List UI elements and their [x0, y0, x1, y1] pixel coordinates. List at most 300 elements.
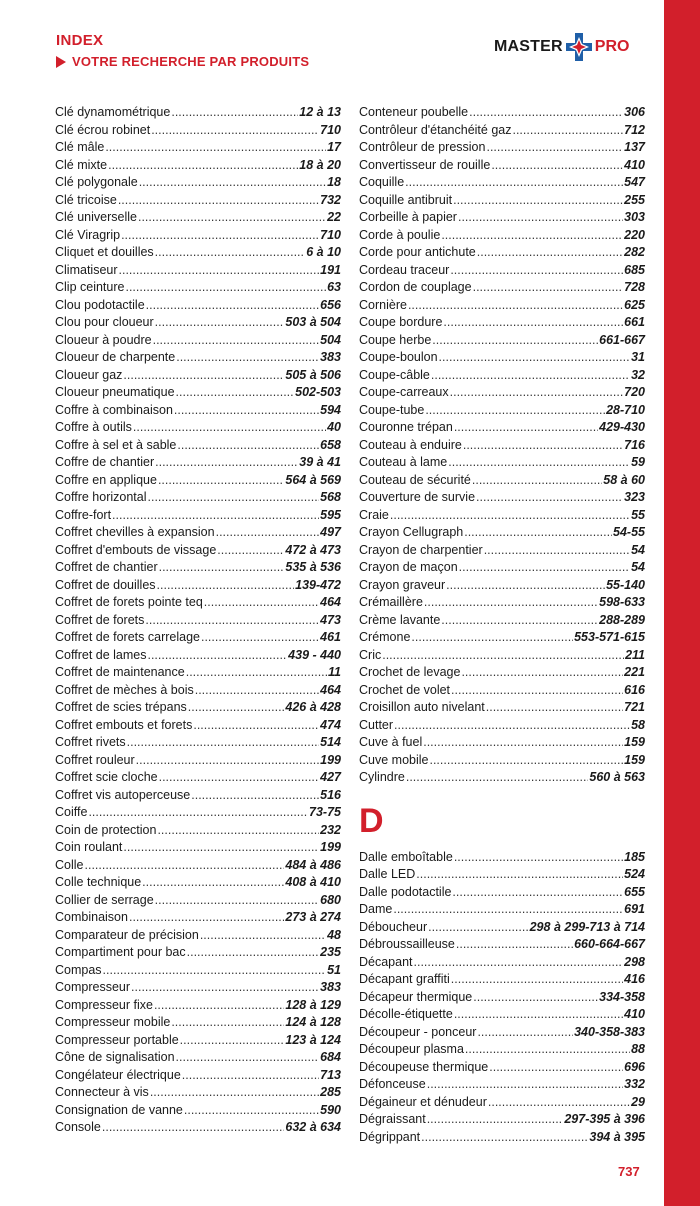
- dot-leader: [150, 1084, 319, 1102]
- index-entry: [55, 857, 341, 875]
- entry-name: Cornière: [359, 297, 407, 312]
- entry-name: Crayon Cellugraph: [359, 525, 464, 539]
- dot-leader: [154, 997, 284, 1015]
- index-entry: [359, 919, 645, 937]
- dot-leader: [146, 297, 319, 315]
- entry-name: Cordeau traceur: [359, 262, 450, 277]
- entry-page: 427: [320, 770, 341, 784]
- entry-name: Console: [55, 1120, 101, 1134]
- dot-leader: [85, 857, 285, 875]
- entry-page: 553-571-615: [574, 630, 645, 644]
- index-entry: [359, 1094, 645, 1112]
- index-entry: [55, 682, 341, 700]
- entry-page: 40: [327, 420, 341, 434]
- entry-page: 732: [320, 192, 341, 207]
- index-entry: [55, 594, 341, 612]
- entry-page: 661-667: [599, 332, 645, 347]
- entry-page: 340-358-383: [574, 1024, 645, 1039]
- index-entry: [55, 174, 341, 192]
- entry-name: Décolle-étiquette: [359, 1007, 453, 1021]
- index-entry: [55, 717, 341, 735]
- index-entry: [55, 647, 341, 665]
- index-entry: [359, 227, 645, 245]
- masterpro-logo: [494, 33, 629, 61]
- entry-page: 6 à 10: [306, 245, 341, 259]
- entry-page: 55-140: [606, 577, 645, 592]
- dot-leader: [159, 769, 320, 787]
- index-entry: [359, 209, 645, 227]
- index-entry: [359, 279, 645, 297]
- entry-page: 18: [327, 175, 341, 189]
- dot-leader: [411, 629, 573, 647]
- entry-name: Couteau à lame: [359, 455, 448, 469]
- dot-leader: [405, 174, 623, 192]
- index-entry: [359, 884, 645, 902]
- entry-name: Cloueur de charpente: [55, 350, 176, 364]
- dot-leader: [216, 524, 320, 542]
- index-entry: [359, 1024, 645, 1042]
- entry-name: Coffre à outils: [55, 420, 132, 434]
- dot-leader: [125, 279, 326, 297]
- index-entry: [55, 822, 341, 840]
- entry-name: Découpeur - ponceur: [359, 1024, 477, 1039]
- dot-leader: [131, 979, 319, 997]
- dot-leader: [458, 209, 623, 227]
- index-entry: [55, 332, 341, 350]
- dot-leader: [136, 752, 319, 770]
- entry-page: 516: [320, 787, 341, 802]
- index-entry: [55, 664, 341, 682]
- dot-leader: [456, 936, 573, 954]
- entry-name: Corbeille à papier: [359, 210, 457, 224]
- dot-leader: [469, 104, 623, 122]
- entry-page: 123 à 124: [285, 1032, 341, 1047]
- entry-page: 502-503: [295, 385, 341, 399]
- index-entry: [55, 314, 341, 332]
- entry-page: 472 à 473: [285, 542, 341, 557]
- logo-text-master: MASTER: [494, 38, 563, 55]
- entry-page: 383: [320, 980, 341, 994]
- dot-leader: [191, 787, 319, 805]
- entry-page: 505 à 506: [285, 367, 341, 382]
- entry-page: 29: [631, 1094, 645, 1109]
- index-entry: [55, 139, 341, 157]
- index-entry: [55, 769, 341, 787]
- dot-leader: [176, 349, 319, 367]
- entry-name: Colle technique: [55, 875, 142, 889]
- dot-leader: [443, 314, 623, 332]
- entry-page: 560 à 563: [589, 770, 645, 784]
- dot-leader: [105, 139, 326, 157]
- entry-name: Cuve à fuel: [359, 735, 423, 749]
- dot-leader: [148, 489, 320, 507]
- dot-leader: [406, 769, 589, 787]
- entry-name: Coffret rivets: [55, 735, 126, 749]
- index-entry: [55, 787, 341, 805]
- entry-name: Coffre horizontal: [55, 490, 147, 504]
- index-entry: [55, 1119, 341, 1137]
- dot-leader: [200, 927, 326, 945]
- dot-leader: [88, 804, 308, 822]
- index-entry: [55, 384, 341, 402]
- dot-leader: [108, 157, 298, 175]
- dot-leader: [182, 1067, 319, 1085]
- dot-leader: [472, 472, 602, 490]
- entry-page: 524: [624, 867, 645, 881]
- entry-name: Dégrippant: [359, 1129, 421, 1144]
- dot-leader: [174, 402, 319, 420]
- dot-leader: [187, 944, 320, 962]
- index-entry: [359, 849, 645, 867]
- entry-name: Dalle emboîtable: [359, 849, 453, 864]
- dot-leader: [488, 1094, 630, 1112]
- index-list-d: [359, 849, 645, 1147]
- dot-leader: [450, 384, 624, 402]
- dot-leader: [193, 717, 319, 735]
- index-entry: [55, 419, 341, 437]
- entry-page: 139-472: [295, 577, 341, 592]
- entry-page: 383: [320, 350, 341, 364]
- entry-page: 332: [624, 1077, 645, 1091]
- dot-leader: [473, 989, 598, 1007]
- dot-leader: [393, 901, 623, 919]
- entry-name: Coquille antibruit: [359, 192, 453, 207]
- dot-leader: [464, 524, 612, 542]
- entry-name: Coin de protection: [55, 822, 157, 837]
- dot-leader: [145, 612, 319, 630]
- index-entry: [359, 489, 645, 507]
- entry-page: 39 à 41: [299, 455, 341, 469]
- entry-name: Crochet de volet: [359, 682, 451, 697]
- entry-name: Coquille: [359, 175, 405, 189]
- entry-page: 691: [624, 902, 645, 916]
- index-entry: [55, 577, 341, 595]
- dot-leader: [414, 954, 624, 972]
- entry-name: Crémaillère: [359, 595, 423, 609]
- entry-page: 124 à 128: [285, 1015, 341, 1029]
- index-entry: [359, 507, 645, 525]
- index-entry: [55, 1067, 341, 1085]
- play-arrow-icon: [56, 56, 66, 68]
- dot-leader: [439, 349, 631, 367]
- dot-leader: [465, 1041, 630, 1059]
- index-entry: [55, 157, 341, 175]
- index-entry: [55, 489, 341, 507]
- entry-name: Clé tricoise: [55, 192, 117, 207]
- entry-page: 298 à 299-713 à 714: [529, 919, 645, 934]
- dot-leader: [477, 244, 623, 262]
- entry-name: Découpeuse thermique: [359, 1059, 489, 1074]
- entry-name: Compresseur portable: [55, 1032, 179, 1047]
- entry-page: 716: [624, 437, 645, 452]
- entry-page: 334-358: [599, 989, 645, 1004]
- dot-leader: [119, 262, 320, 280]
- index-entry: [359, 699, 645, 717]
- index-entry: [359, 139, 645, 157]
- index-entry: [359, 1006, 645, 1024]
- entry-page: 211: [625, 647, 645, 662]
- dot-leader: [454, 849, 623, 867]
- index-entry: [359, 559, 645, 577]
- entry-page: 660-664-667: [574, 937, 645, 951]
- index-entry: [55, 262, 341, 280]
- dot-leader: [121, 227, 319, 245]
- index-entry: [359, 989, 645, 1007]
- index-entry: [359, 262, 645, 280]
- entry-name: Couronne trépan: [359, 420, 453, 434]
- index-entry: [55, 979, 341, 997]
- entry-name: Couteau de sécurité: [359, 472, 471, 487]
- entry-page: 232: [320, 822, 341, 837]
- dot-leader: [486, 699, 623, 717]
- entry-name: Cuve mobile: [359, 752, 429, 767]
- entry-name: Décapant graffiti: [359, 972, 450, 986]
- entry-page: 410: [624, 157, 645, 172]
- entry-name: Coupe herbe: [359, 332, 432, 347]
- entry-page: 661: [624, 315, 645, 329]
- dot-leader: [112, 507, 319, 525]
- dot-leader: [454, 419, 598, 437]
- page-number: 737: [618, 1164, 640, 1179]
- dot-leader: [421, 1129, 588, 1147]
- entry-page: 658: [320, 437, 341, 452]
- index-entry: [359, 971, 645, 989]
- entry-page: 22: [327, 210, 341, 224]
- index-entry: [55, 349, 341, 367]
- entry-page: 51: [327, 962, 341, 977]
- section-letter-d: D: [359, 801, 384, 840]
- entry-page: 59: [631, 455, 645, 469]
- entry-name: Défonceuse: [359, 1077, 426, 1091]
- entry-name: Coffre de chantier: [55, 455, 155, 469]
- entry-name: Dame: [359, 902, 393, 916]
- dot-leader: [186, 664, 327, 682]
- dot-leader: [429, 752, 623, 770]
- dot-leader: [195, 682, 319, 700]
- page-header: [56, 32, 309, 69]
- entry-page: 590: [320, 1102, 341, 1117]
- entry-page: 710: [320, 122, 341, 137]
- entry-name: Coffret de mèches à bois: [55, 682, 194, 697]
- entry-name: Coffret de forets: [55, 612, 145, 627]
- index-entry: [55, 1102, 341, 1120]
- index-entry: [359, 1041, 645, 1059]
- entry-page: 598-633: [599, 595, 645, 609]
- entry-name: Coffre en applique: [55, 472, 157, 487]
- index-entry: [55, 192, 341, 210]
- subtitle-row: [56, 54, 309, 69]
- dot-leader: [473, 279, 624, 297]
- entry-name: Coin roulant: [55, 840, 123, 854]
- dot-leader: [408, 297, 623, 315]
- index-entry: [55, 909, 341, 927]
- entry-name: Déboucheur: [359, 919, 428, 934]
- entry-page: 696: [624, 1059, 645, 1074]
- entry-name: Clé écrou robinet: [55, 122, 151, 137]
- index-entry: [55, 472, 341, 490]
- dot-leader: [133, 419, 326, 437]
- entry-name: Clé mixte: [55, 157, 108, 172]
- entry-name: Coffret d'embouts de vissage: [55, 542, 217, 557]
- dot-leader: [489, 1059, 623, 1077]
- entry-page: 464: [320, 682, 341, 697]
- entry-name: Coupe-carreaux: [359, 385, 449, 399]
- entry-name: Coffret chevilles à expansion: [55, 525, 215, 539]
- entry-name: Coffret de lames: [55, 647, 147, 662]
- entry-name: Cutter: [359, 717, 394, 732]
- entry-page: 191: [320, 262, 341, 277]
- entry-page: 28-710: [606, 402, 645, 417]
- index-entry: [55, 542, 341, 560]
- dot-leader: [123, 839, 319, 857]
- entry-name: Coffre à sel et à sable: [55, 437, 177, 452]
- entry-page: 616: [624, 682, 645, 697]
- index-entry: [359, 297, 645, 315]
- index-entry: [55, 612, 341, 630]
- entry-page: 484 à 486: [285, 857, 341, 872]
- entry-page: 54: [631, 542, 645, 557]
- index-entry: [359, 524, 645, 542]
- entry-page: 306: [624, 105, 645, 119]
- dot-leader: [424, 594, 598, 612]
- dot-leader: [204, 594, 319, 612]
- dot-leader: [441, 612, 598, 630]
- entry-name: Cylindre: [359, 770, 405, 784]
- entry-name: Conteneur poubelle: [359, 105, 469, 119]
- entry-page: 473: [320, 612, 341, 627]
- entry-name: Cloueur gaz: [55, 367, 123, 382]
- dot-leader: [454, 1006, 623, 1024]
- dot-leader: [157, 577, 295, 595]
- index-entry: [55, 997, 341, 1015]
- entry-name: Crème lavante: [359, 612, 441, 627]
- entry-page: 235: [320, 945, 341, 959]
- index-entry: [359, 454, 645, 472]
- dot-leader: [155, 454, 298, 472]
- dot-leader: [176, 384, 295, 402]
- entry-page: 564 à 569: [285, 472, 341, 487]
- logo-text-pro: PRO: [594, 38, 630, 55]
- dot-leader: [155, 314, 285, 332]
- entry-name: Découpeur plasma: [359, 1042, 464, 1056]
- dot-leader: [461, 664, 623, 682]
- entry-page: 220: [624, 227, 645, 242]
- entry-name: Collier de serrage: [55, 892, 154, 907]
- entry-page: 474: [320, 717, 341, 732]
- entry-name: Crayon de charpentier: [359, 542, 483, 557]
- index-entry: [359, 314, 645, 332]
- entry-page: 32: [631, 367, 645, 382]
- entry-page: 408 à 410: [285, 875, 341, 889]
- index-entry: [359, 384, 645, 402]
- dot-leader: [217, 542, 284, 560]
- entry-page: 710: [320, 227, 341, 242]
- entry-name: Coffret de chantier: [55, 560, 158, 574]
- entry-page: 159: [624, 735, 645, 749]
- dot-leader: [390, 507, 630, 525]
- entry-name: Clé dynamométrique: [55, 105, 171, 119]
- index-entry: [55, 839, 341, 857]
- dot-leader: [427, 1076, 623, 1094]
- entry-name: Couteau à enduire: [359, 437, 462, 452]
- index-entry: [359, 629, 645, 647]
- index-entry: [55, 629, 341, 647]
- entry-page: 416: [624, 972, 645, 986]
- dot-leader: [102, 1119, 285, 1137]
- index-entry: [359, 769, 645, 787]
- dot-leader: [142, 874, 284, 892]
- index-entry: [55, 699, 341, 717]
- dot-leader: [123, 367, 284, 385]
- index-entry: [359, 594, 645, 612]
- entry-page: 680: [320, 892, 341, 907]
- entry-name: Coffre à combinaison: [55, 402, 173, 417]
- dot-leader: [171, 104, 298, 122]
- entry-page: 497: [320, 525, 341, 539]
- dot-leader: [416, 866, 623, 884]
- entry-name: Clé Viragrip: [55, 227, 121, 242]
- entry-page: 128 à 129: [285, 997, 341, 1012]
- entry-name: Consignation de vanne: [55, 1102, 183, 1117]
- index-entry: [55, 752, 341, 770]
- dot-leader: [451, 971, 623, 989]
- entry-page: 285: [320, 1085, 341, 1099]
- dot-leader: [127, 734, 320, 752]
- index-entry: [359, 157, 645, 175]
- index-entry: [359, 349, 645, 367]
- entry-name: Coffret de scies trépans: [55, 700, 187, 714]
- entry-page: 54-55: [613, 525, 645, 539]
- entry-page: 721: [624, 700, 645, 714]
- entry-page: 720: [624, 385, 645, 399]
- index-entry: [359, 936, 645, 954]
- dot-leader: [382, 647, 624, 665]
- entry-page: 185: [624, 849, 645, 864]
- dot-leader: [423, 734, 623, 752]
- index-column-right: [359, 104, 645, 1146]
- entry-page: 54: [631, 560, 645, 574]
- index-entry: [359, 104, 645, 122]
- entry-name: Contrôleur de pression: [359, 140, 486, 154]
- index-entry: [359, 866, 645, 884]
- entry-page: 712: [624, 122, 645, 137]
- entry-name: Combinaison: [55, 910, 128, 924]
- entry-page: 303: [624, 210, 645, 224]
- entry-page: 461: [320, 630, 341, 644]
- dot-leader: [171, 1014, 284, 1032]
- entry-name: Dalle LED: [359, 867, 416, 881]
- entry-name: Craie: [359, 507, 389, 522]
- entry-page: 514: [320, 735, 341, 749]
- entry-page: 73-75: [309, 805, 341, 819]
- index-entry: [55, 437, 341, 455]
- dot-leader: [476, 489, 623, 507]
- entry-name: Compartiment pour bac: [55, 945, 186, 959]
- index-entry: [359, 647, 645, 665]
- dot-leader: [428, 919, 529, 937]
- index-entry: [359, 332, 645, 350]
- dot-leader: [425, 402, 605, 420]
- entry-name: Dalle podotactile: [359, 884, 452, 899]
- entry-name: Colle: [55, 857, 84, 872]
- index-entry: [359, 419, 645, 437]
- dot-leader: [155, 244, 306, 262]
- index-entry: [55, 104, 341, 122]
- entry-page: 282: [624, 245, 645, 259]
- index-entry: [55, 892, 341, 910]
- entry-name: Crayon graveur: [359, 577, 446, 592]
- entry-name: Corde à poulie: [359, 227, 441, 242]
